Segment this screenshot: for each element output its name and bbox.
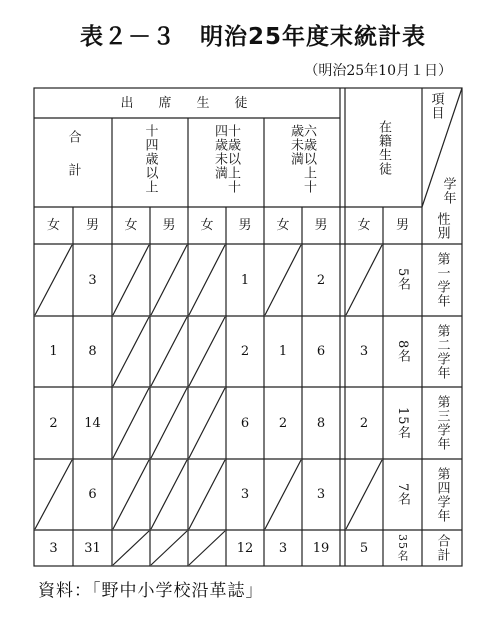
cell-enrolled-female: 2 xyxy=(359,415,369,431)
page-subtitle: （明治25年10月１日） xyxy=(304,63,452,79)
cell-10-14-male: 1 xyxy=(240,272,250,288)
cell-total-male: 31 xyxy=(84,540,101,556)
cell-total-male: 14 xyxy=(84,415,101,431)
cell-enrolled-female: 5 xyxy=(359,540,369,556)
row-label: 第二学年 xyxy=(434,323,450,380)
row-label: 第四学年 xyxy=(434,466,450,523)
row-label: 合計 xyxy=(434,534,450,562)
cell-10-14-male: 2 xyxy=(240,344,250,359)
cell-6-10-female: 2 xyxy=(278,415,288,431)
cell-total-female: 1 xyxy=(49,344,58,359)
sex-female: 女 xyxy=(124,218,138,233)
corner-item-label: 項目 xyxy=(428,92,444,120)
cell-6-10-male: 3 xyxy=(316,487,326,502)
cell-6-10-male: 19 xyxy=(312,540,330,556)
cell-total-male: 6 xyxy=(88,487,97,502)
cell-enrolled-female: 3 xyxy=(359,344,369,359)
sex-female: 女 xyxy=(46,218,60,233)
sex-male: 男 xyxy=(314,218,328,233)
sex-male: 男 xyxy=(395,218,409,233)
enrolled-header: 在籍生徒 xyxy=(376,119,391,176)
source-note: 資料：「野中小学校沿革誌」 xyxy=(38,581,264,601)
cell-enrolled-male: 8名 xyxy=(395,339,410,364)
cell-total-male: 3 xyxy=(88,272,97,288)
cell-6-10-male: 8 xyxy=(316,415,326,431)
cell-total-male: 8 xyxy=(88,344,97,359)
cell-10-14-male: 3 xyxy=(240,487,250,502)
sex-male: 男 xyxy=(238,218,252,233)
page-title: 表２－３ 明治25年度末統計表 xyxy=(80,24,427,50)
sex-female: 女 xyxy=(276,218,290,233)
corner-grade-label: 学年 xyxy=(440,177,456,205)
cell-total-female: 2 xyxy=(49,415,58,431)
attending-header: 出 席 生 徒 xyxy=(120,95,254,111)
sex-male: 男 xyxy=(85,218,99,233)
cell-total-female: 3 xyxy=(49,540,58,556)
cell-enrolled-male: 15名 xyxy=(395,406,410,440)
cell-6-10-female: 1 xyxy=(278,344,288,359)
row-label: 第三学年 xyxy=(434,395,450,451)
sex-male: 男 xyxy=(162,218,176,233)
cell-enrolled-male: 35名 xyxy=(396,534,409,562)
group-14up-header: 十四歳以上 xyxy=(142,124,158,194)
cell-6-10-female: 3 xyxy=(278,540,288,556)
cell-6-10-male: 6 xyxy=(316,344,326,359)
cell-10-14-male: 12 xyxy=(236,540,254,556)
cell-6-10-male: 2 xyxy=(316,272,326,288)
sex-label: 性別 xyxy=(434,211,450,240)
cell-enrolled-male: 5名 xyxy=(395,268,410,292)
group-total-header: 合計 xyxy=(65,129,81,196)
cell-enrolled-male: 7名 xyxy=(395,482,410,507)
row-label: 第一学年 xyxy=(434,252,450,308)
sex-female: 女 xyxy=(200,218,214,233)
cell-10-14-male: 6 xyxy=(240,415,250,431)
group-10-14-header: 十歳以上十四歳未満 xyxy=(212,124,240,194)
sex-female: 女 xyxy=(357,218,371,233)
group-6-10-header: 六歳以上十歳未満 xyxy=(288,124,316,194)
